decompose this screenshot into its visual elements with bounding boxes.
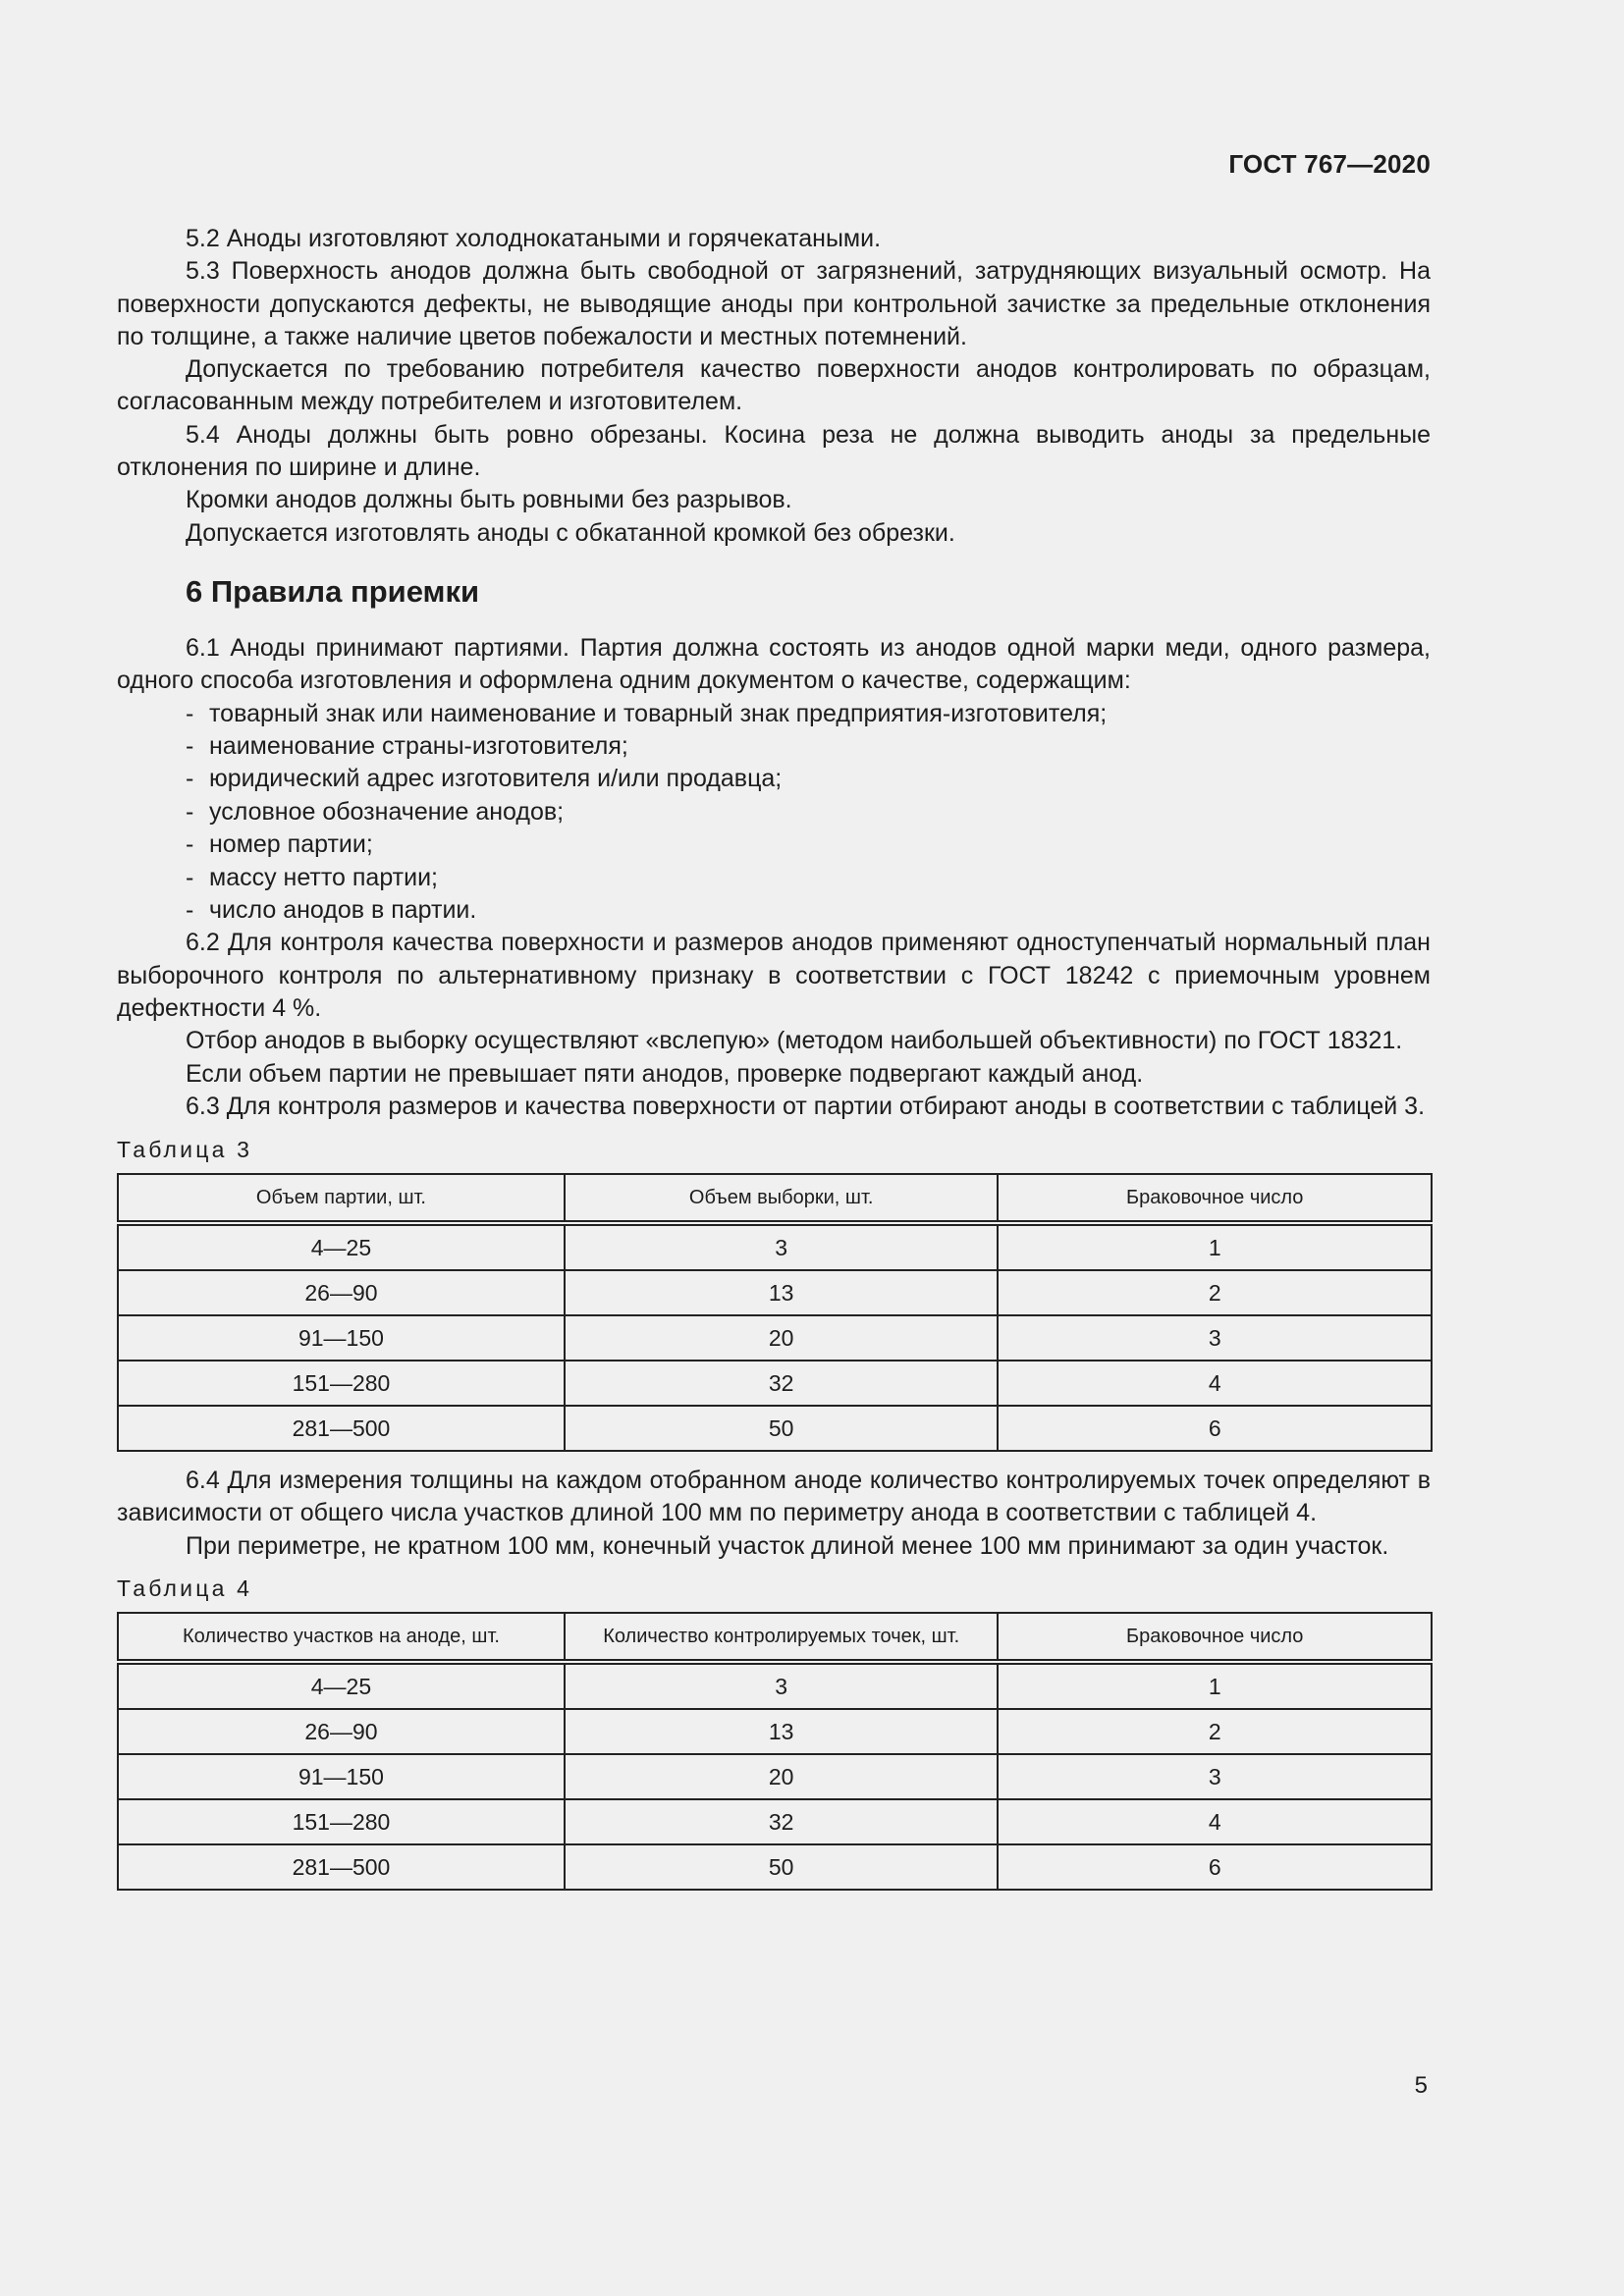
table-cell: 20 [565,1315,999,1361]
paragraph-6-3: 6.3 Для контроля размеров и качества поверхности от партии отбирают аноды в соответствии с таблицей 3. [186,1092,1426,1120]
table-cell: 2 [998,1709,1432,1754]
paragraph-rolled-edge: Допускается изготовлять аноды с обкатанной кромкой без обрезки. [186,518,955,547]
table-header-row [118,1174,1432,1223]
table-cell: 3 [998,1754,1432,1799]
table-cell: 1 [998,1662,1432,1709]
table-3-caption: Таблица 3 [117,1137,253,1163]
paragraph-6-4: 6.4 Для измерения толщины на каждом отобранном аноде количество контролируемых точек определяют в зависимости от общего числа участков длиной 100 мм по периметру анода в соответствии с таблицей 4. [117,1467,1431,1527]
list-item: - номер партии; [186,828,1431,861]
table-row [118,1315,1432,1361]
column-header: Количество контролируемых точек, шт. [565,1613,999,1662]
table-cell: 3 [565,1662,999,1709]
table-cell: 151—280 [118,1799,565,1844]
table-header-row [118,1613,1432,1662]
paragraph-5-2: 5.2 Аноды изготовляют холоднокатаными и горячекатаными. [186,225,882,252]
column-header: Количество участков на аноде, шт. [118,1613,565,1662]
paragraph-small-batch: Если объем партии не превышает пяти анодов, проверке подвергают каждый анод. [186,1059,1144,1088]
list-item: - условное обозначение анодов; [186,796,1431,828]
table-row [118,1709,1432,1754]
table-cell: 50 [565,1406,999,1451]
page-number: 5 [1414,2072,1428,2099]
table-4-caption: Таблица 4 [117,1575,253,1602]
paragraph-5-3-addendum: Допускается по требованию потребителя качество поверхности анодов контролировать по образцам, согласованным между потребителем и изготовителем. [117,355,1431,416]
paragraph-5-3: 5.3 Поверхность анодов должна быть свободной от загрязнений, затрудняющих визуальный осмотр. На поверхности допускаются дефекты, не выводящие аноды при контрольной зачистке за предельные отклонения по толщине, а также наличие цветов побежалости и местных потемнений. [117,257,1431,350]
table-cell: 91—150 [118,1754,565,1799]
column-header: Браковочное число [998,1613,1432,1662]
table-cell: 26—90 [118,1270,565,1315]
table-4 [117,1612,1433,1891]
table-row [118,1270,1432,1315]
table-row [118,1406,1432,1451]
table-cell: 32 [565,1361,999,1406]
paragraph-6-2: 6.2 Для контроля качества поверхности и размеров анодов применяют одноступенчатый нормальный план выборочного контроля по альтернативному признаку в соответствии с ГОСТ 18242 с приемочным уровнем дефектности 4 %. [117,929,1431,1022]
table-cell: 91—150 [118,1315,565,1361]
table-cell: 6 [998,1844,1432,1890]
paragraph-edges: Кромки анодов должны быть ровными без разрывов. [186,486,792,514]
table-cell: 3 [998,1315,1432,1361]
page-content [117,223,1431,1891]
table-cell: 281—500 [118,1406,565,1451]
table-cell: 281—500 [118,1844,565,1890]
table-cell: 6 [998,1406,1432,1451]
table-row [118,1844,1432,1890]
table-cell: 13 [565,1270,999,1315]
column-header: Браковочное число [998,1174,1432,1223]
table-cell: 20 [565,1754,999,1799]
column-header: Объем выборки, шт. [565,1174,999,1223]
table-row [118,1361,1432,1406]
paragraph-6-1: 6.1 Аноды принимают партиями. Партия должна состоять из анодов одной марки меди, одного размера, одного способа изготовления и оформлена одним документом о качестве, содержащим: [117,633,1431,695]
paragraph-5-4: 5.4 Аноды должны быть ровно обрезаны. Косина реза не должна выводить аноды за предельные отклонения по ширине и длине. [117,420,1431,482]
table-cell: 50 [565,1844,999,1890]
table-cell: 4—25 [118,1223,565,1270]
list-item: - число анодов в партии. [186,894,1431,927]
table-cell: 4 [998,1361,1432,1406]
table-cell: 4—25 [118,1662,565,1709]
list-item: - массу нетто партии; [186,862,1431,894]
document-code: ГОСТ 767—2020 [1228,149,1431,179]
column-header: Объем партии, шт. [118,1174,565,1223]
list-item: - наименование страны-изготовителя; [186,730,1431,763]
table-cell: 3 [565,1223,999,1270]
paragraph-sampling: Отбор анодов в выборку осуществляют «вслепую» (методом наибольшей объективности) по ГОСТ 18321. [186,1027,1403,1055]
table-row [118,1662,1432,1709]
paragraph-perimeter: При периметре, не кратном 100 мм, конечный участок длиной менее 100 мм принимают за один участок. [186,1531,1389,1560]
document-contents-list [117,698,1431,928]
table-3 [117,1173,1433,1452]
table-row [118,1799,1432,1844]
table-cell: 4 [998,1799,1432,1844]
table-row [118,1754,1432,1799]
list-item: - юридический адрес изготовителя и/или продавца; [186,763,1431,795]
table-row [118,1223,1432,1270]
table-cell: 32 [565,1799,999,1844]
table-cell: 13 [565,1709,999,1754]
table-cell: 26—90 [118,1709,565,1754]
section-title: 6 Правила приемки [186,573,480,609]
table-cell: 2 [998,1270,1432,1315]
table-cell: 1 [998,1223,1432,1270]
table-cell: 151—280 [118,1361,565,1406]
list-item: - товарный знак или наименование и товарный знак предприятия-изготовителя; [186,698,1431,730]
